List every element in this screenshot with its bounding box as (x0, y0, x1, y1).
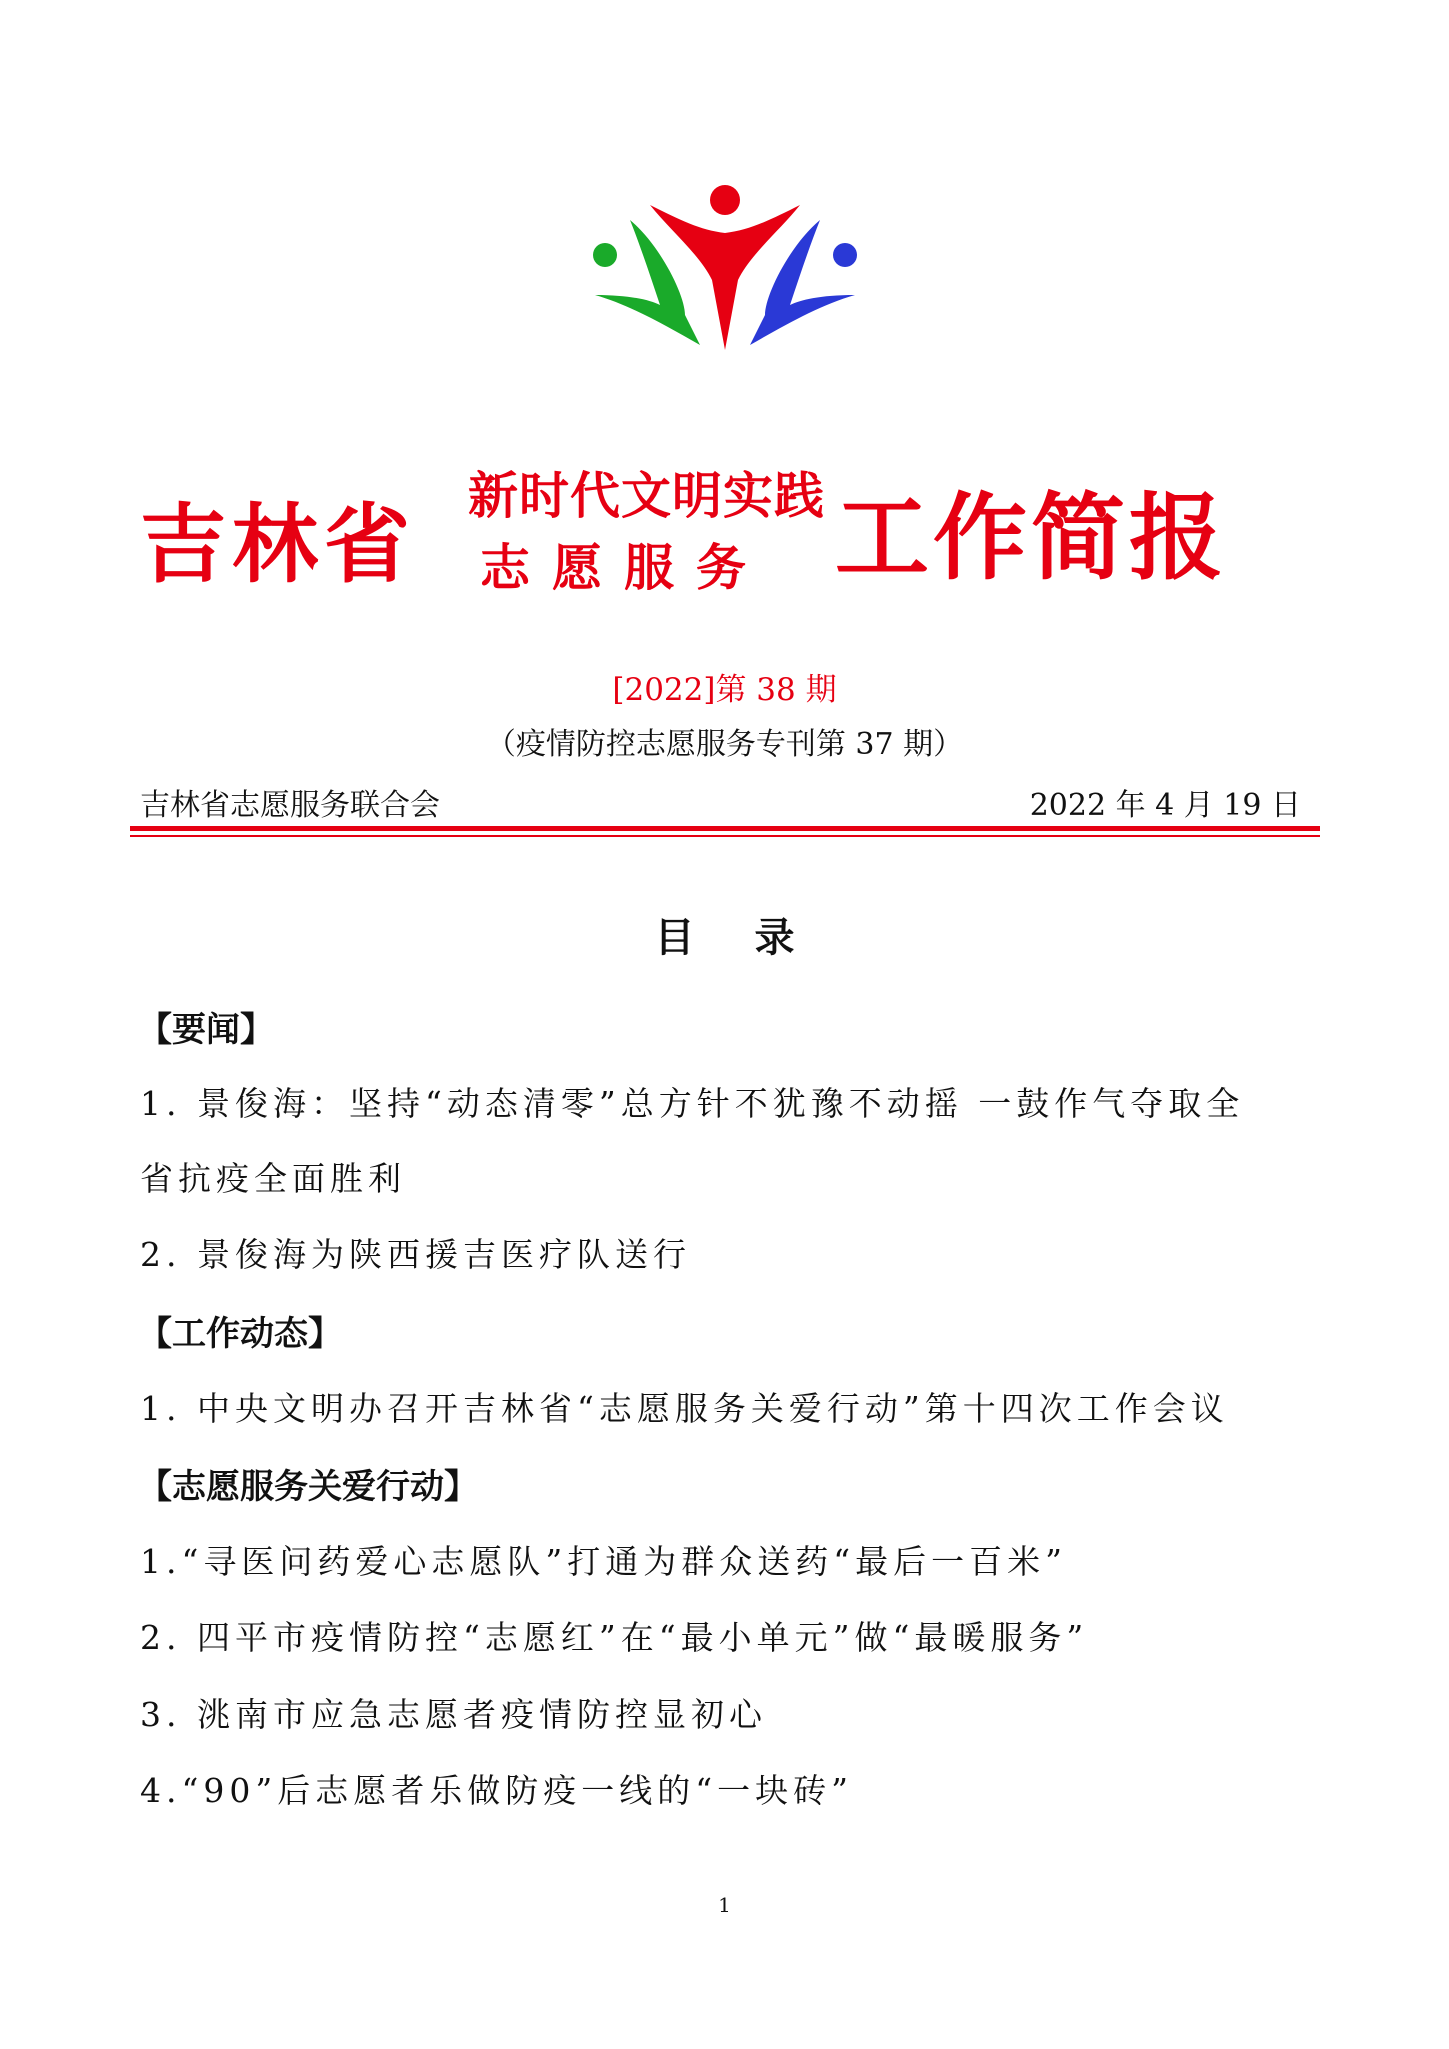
publish-date: 2022 年 4 月 19 日 (1029, 788, 1301, 823)
title-middle (468, 465, 825, 599)
toc-item: 3. 洮南市应急志愿者疫情防控显初心 (140, 1695, 767, 1734)
toc-item: 2. 景俊海为陕西援吉医疗队送行 (140, 1235, 691, 1274)
toc-item: 2. 四平市疫情防控“志愿红”在“最小单元”做“最暖服务” (140, 1618, 1089, 1657)
header-divider-thin (130, 835, 1320, 837)
toc-item: 省抗疫全面胜利 (140, 1159, 406, 1198)
title-middle-line1: 新时代文明实践 (468, 467, 825, 525)
special-issue: （疫情防控志愿服务专刊第 37 期） (485, 727, 964, 762)
toc-title: 目录 (654, 915, 855, 961)
header-divider-thick (130, 826, 1320, 831)
organization: 吉林省志愿服务联合会 (140, 788, 440, 823)
toc-item: 1. 景俊海：坚持“动态清零”总方针不犹豫不动摇 一鼓作气夺取全 (140, 1084, 1245, 1123)
title-report: 工作简报 (835, 484, 1228, 593)
masthead-title (140, 460, 1340, 620)
toc-item: 4.“90”后志愿者乐做防疫一线的“一块砖” (140, 1771, 853, 1810)
toc-item: 1.“寻医问药爱心志愿队”打通为群众送药“最后一百米” (140, 1542, 1067, 1581)
toc-section-heading: 【要闻】 (138, 1010, 274, 1050)
volunteer-logo-icon (590, 185, 860, 360)
title-province: 吉林省 (140, 495, 416, 595)
title-middle-line2: 志愿服务 (480, 539, 768, 597)
issue-number: [2022]第 38 期 (612, 672, 837, 708)
toc-section-heading: 【工作动态】 (138, 1314, 342, 1354)
toc-section-heading: 【志愿服务关爱行动】 (138, 1467, 478, 1507)
toc-item: 1. 中央文明办召开吉林省“志愿服务关爱行动”第十四次工作会议 (140, 1389, 1229, 1428)
page-number: 1 (718, 1893, 731, 1917)
